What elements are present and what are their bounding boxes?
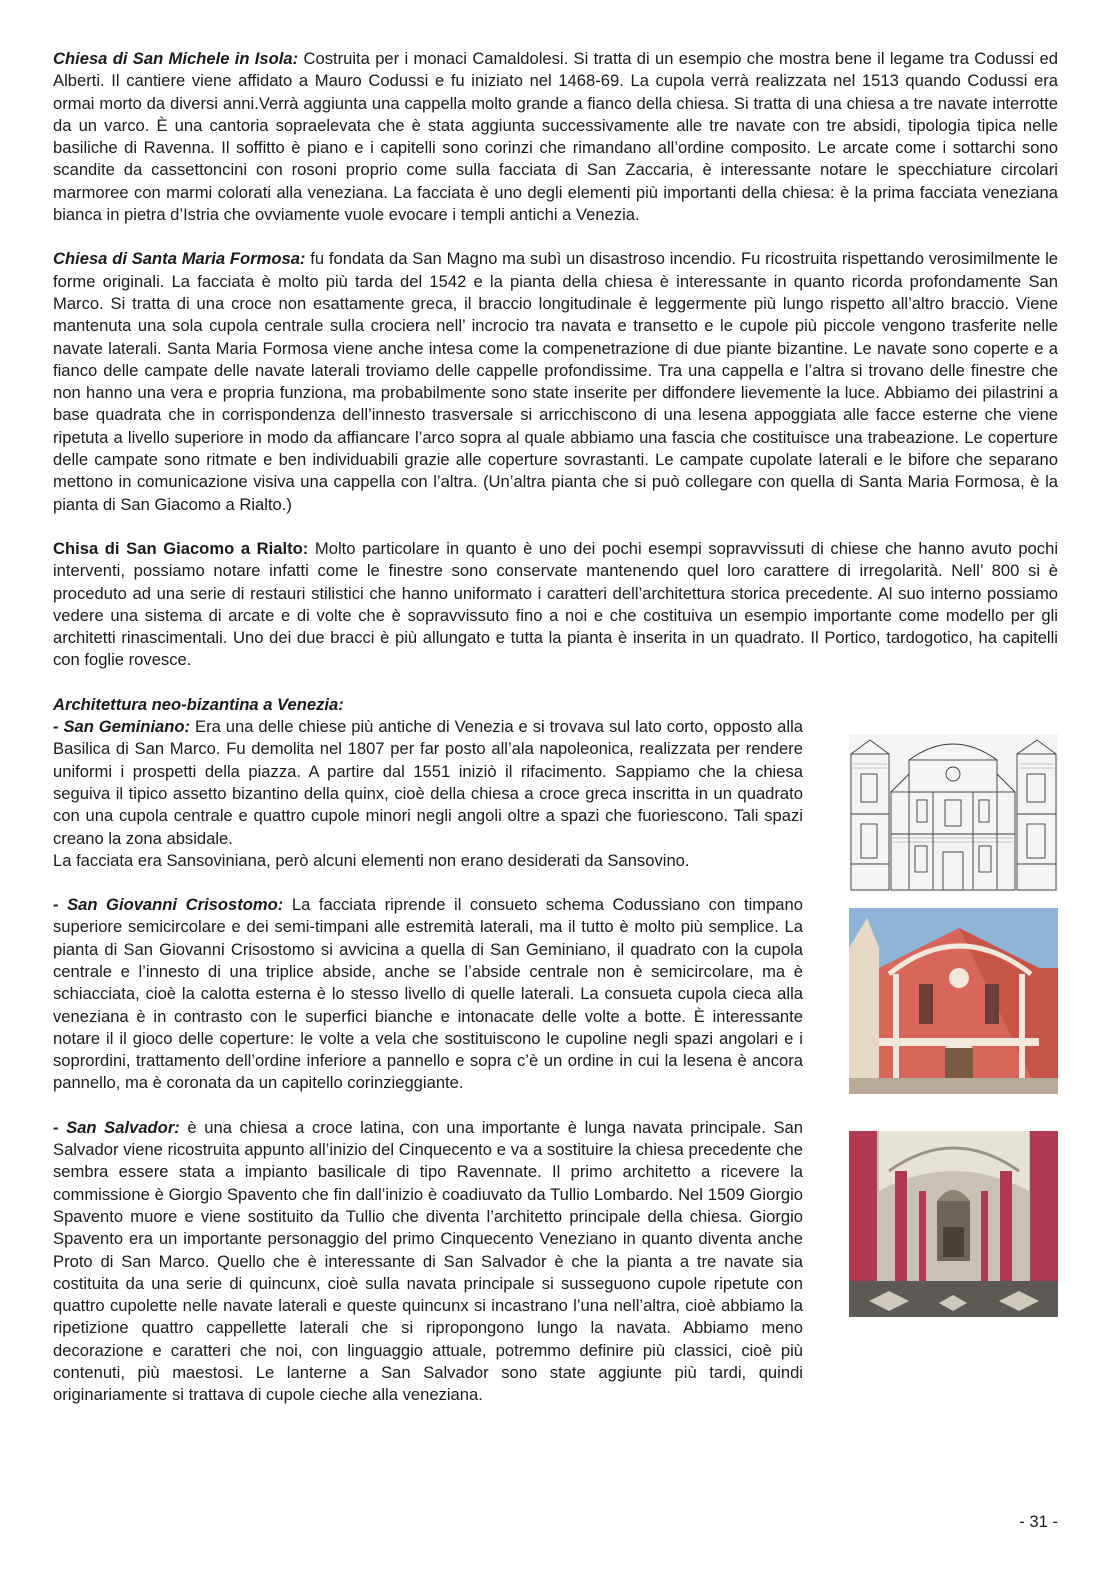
heading-san-geminiano: - San Geminiano: xyxy=(53,717,191,737)
section-san-geminiano xyxy=(53,716,1058,872)
paragraph-santa-maria-formosa: Chiesa di Santa Maria Formosa: fu fondata da San Magno ma subì un disastroso incendio. Fu ricostruita rispettando verosimilmente le forme originali. La facciata è molto più tarda del 1542 e la pianta della chiesa è interessante in quanto ricorda profondamente San Marco. Si tratta di una croce non esattamente greca, il braccio longitudinale è leggermente più lungo rispetto all’altro braccio. Viene mantenuta una sola cupola centrale sulla crociera nell’ incrocio tra navata e transetto e le cupole più piccole vengono trasferite nelle navate laterali. Santa Maria Formosa viene anche intesa come la compenetrazione di due piante bizantine. Le navate sono coperte e a fianco delle campate delle navate laterali troviamo delle cappelle profondissime. Tra una cappella e l’altra si trovano delle finestre che non hanno una vera e propria funziona, ma probabilmente sono state inserite per diffondere lievemente la luce. Abbiamo dei pilastrini a base quadrata che in corrispondenza dell’innesto trasversale si arricchiscono di una lesena appoggiata alle facce esterne che viene ripetuta a livello superiore in modo da affiancare l’arco sopra al quale abbiamo una fascia che costituisce una trabeazione. Le coperture delle campate sono ritmate e ben individuabili grazie alle coperture sovrastanti. Le campate cupolate laterali e le bifore che separano mettono in comunicazione visiva una cappella con l’altra. (Un’altra pianta che si può collegare con quella di Santa Maria Formosa, è la pianta di San Giacomo a Rialto.) xyxy=(53,249,1058,514)
section-san-michele xyxy=(53,48,1058,226)
section-san-giacomo xyxy=(53,538,1058,672)
heading-san-giacomo: Chisa di San Giacomo a Rialto: xyxy=(53,538,309,558)
section-san-giovanni-crisostomo xyxy=(53,894,1058,1095)
image-san-giovanni-crisostomo-photo xyxy=(849,908,1058,1094)
paragraph-san-geminiano: - San Geminiano: Era una delle chiese più antiche di Venezia e si trovava sul lato corto, opposto alla Basilica di San Marco. Fu demolita nel 1807 per far posto all’ala napoleonica, realizzata per rendere uniformi i prospetti della piazza. A partire dal 1551 iniziò il rifacimento. Sappiamo che la chiesa seguiva il tipico assetto bizantino della quinx, cioè della chiesa a croce greca inscritta in un quadrato con una cupola centrale e quattro cupole minori negli angoli oltre a spazi che fuoriescono. Tali spazi creano la zona absidale. xyxy=(53,717,803,848)
section-san-salvador xyxy=(53,1117,1058,1407)
paragraph-san-giacomo: Chisa di San Giacomo a Rialto: Molto particolare in quanto è uno dei pochi esempi sopravvissuti di chiese che hanno avuto pochi interventi, possiamo notare infatti come le finestre sono conservate mantenendo quel loro carattere di irregolarità. Nell’ 800 si è proceduto ad una serie di restauri stilistici che hanno uniformato i caratteri dell’architettura storica precedente. Al suo interno possiamo vedere una sistema di arcate e di volte che è sopravvissuto fino a noi e che costituiva un esempio importante come modello per gli architetti rinascimentali. Uno dei due bracci è più allungato e tutta la pianta è inserita in un quadrato. Il Portico, tardogotico, ha capitelli con foglie rovesce. xyxy=(53,538,1058,670)
page-content xyxy=(53,48,1058,1407)
paragraph-san-salvador: - San Salvador: è una chiesa a croce latina, con una importante è lunga navata principale. San Salvador viene ricostruita appunto all’inizio del Cinquecento e va a sostituire la chiesa precedente che sembra essere stata a impianto basilicale di tipo Ravennate. Il primo architetto a ricevere la commissione è Giorgio Spavento che fin dall’inizio è coadiuvato da Tullio Lombardo. Nel 1509 Giorgio Spavento muore e viene sostituito da Tullio che diventa l’architetto principale della chiesa. Giorgio Spavento era un importante personaggio del primo Cinquecento Veneziano in quanto diventa anche Proto di San Marco. Quello che è interessante di San Salvador è che la pianta a tre navate sia costituita da una serie di quincunx, cioè sulla navata principale si susseguono cupole ripetute con quattro cupolette nelle navate laterali e queste quincunx si incastrano l’una nell’altra, cioè abbiamo la ripetizione quattro cappellette laterali che si ripropongono lungo la navata. Abbiamo meno decorazione e caratteri che noi, con linguaggio attuale, potremmo definire più classici, cioè più contenuti, più maestosi. Le lanterne a San Salvador sono state aggiunte più tardi, quindi originariamente si trattava di cupole cieche alla veneziana. xyxy=(53,1117,803,1405)
section-santa-maria-formosa xyxy=(53,248,1058,516)
paragraph-san-geminiano-extra: La facciata era Sansoviniana, però alcuni elementi non erano desiderati da Sansovino. xyxy=(53,850,690,870)
heading-santa-maria-formosa: Chiesa di Santa Maria Formosa: xyxy=(53,249,306,269)
heading-neo-bizantina: Architettura neo-bizantina a Venezia: xyxy=(53,694,344,714)
image-san-salvador-interior-photo xyxy=(849,1131,1058,1317)
heading-san-salvador: - San Salvador: xyxy=(53,1117,180,1137)
page-number: - 31 - xyxy=(1019,1512,1058,1531)
paragraph-san-giovanni-crisostomo: - San Giovanni Crisostomo: La facciata riprende il consueto schema Codussiano con timpano superiore semicircolare e dei semi-timpani alle estremità laterali, ma il tutto è molto più semplice. La pianta di San Giovanni Crisostomo si avvicina a quella di San Geminiano, il quadrato con la cupola centrale e l’innesto di una triplice abside, anche se l’abside centrale non è semicircolare, ma è schiacciata, cioè la calotta esterna è lo stesso livello di quelle laterali. La consueta cupola cieca alla veneziana è in contrasto con le superfici bianche e intonacate delle volte a botte. È interessante notare il il gioco delle coperture: le volte a vela che sostituiscono le cupoline negli spazi angolari e i soprordini, trattamento dell’ordine inferiore a pannello e sopra c’è un ordine in cui la lesena è ancora pannello, ma è coronata da un capitello corinzieggiante. xyxy=(53,895,803,1093)
heading-san-giovanni-crisostomo: - San Giovanni Crisostomo: xyxy=(53,895,284,915)
paragraph-san-michele: Chiesa di San Michele in Isola: Costruita per i monaci Camaldolesi. Si tratta di un esempio che mostra bene il legame tra Codussi ed Alberti. Il cantiere viene affidato a Mauro Codussi e fu iniziato nel 1468-69. La cupola verrà realizzata nel 1513 quando Codussi era ormai morto da diversi anni.Verrà aggiunta una cappella molto grande a fianco della chiesa. Si tratta di una chiesa a tre navate interrotte da un varco. È una cantoria sopraelevata che è stata aggiunta successivamente alle tre navate con tre absidi, tipologia tipica nelle basiliche di Ravenna. Il soffitto è piano e i capitelli sono corinzi che rimandano all’ordine composito. Le arcate come i sottarchi sono scandite da cassettoncini con rosoni proprio come sulla facciata di San Zaccaria, è interessante notare le specchiature circolari marmoree con marmi colorati alla veneziana. La facciata è uno degli elementi più importanti della chiesa: è la prima facciata veneziana bianca in pietra d’Istria che ovviamente vuole evocare i templi antichi a Venezia. xyxy=(53,49,1058,225)
image-san-geminiano-facade-drawing xyxy=(849,734,1058,892)
heading-san-michele: Chiesa di San Michele in Isola: xyxy=(53,49,299,68)
